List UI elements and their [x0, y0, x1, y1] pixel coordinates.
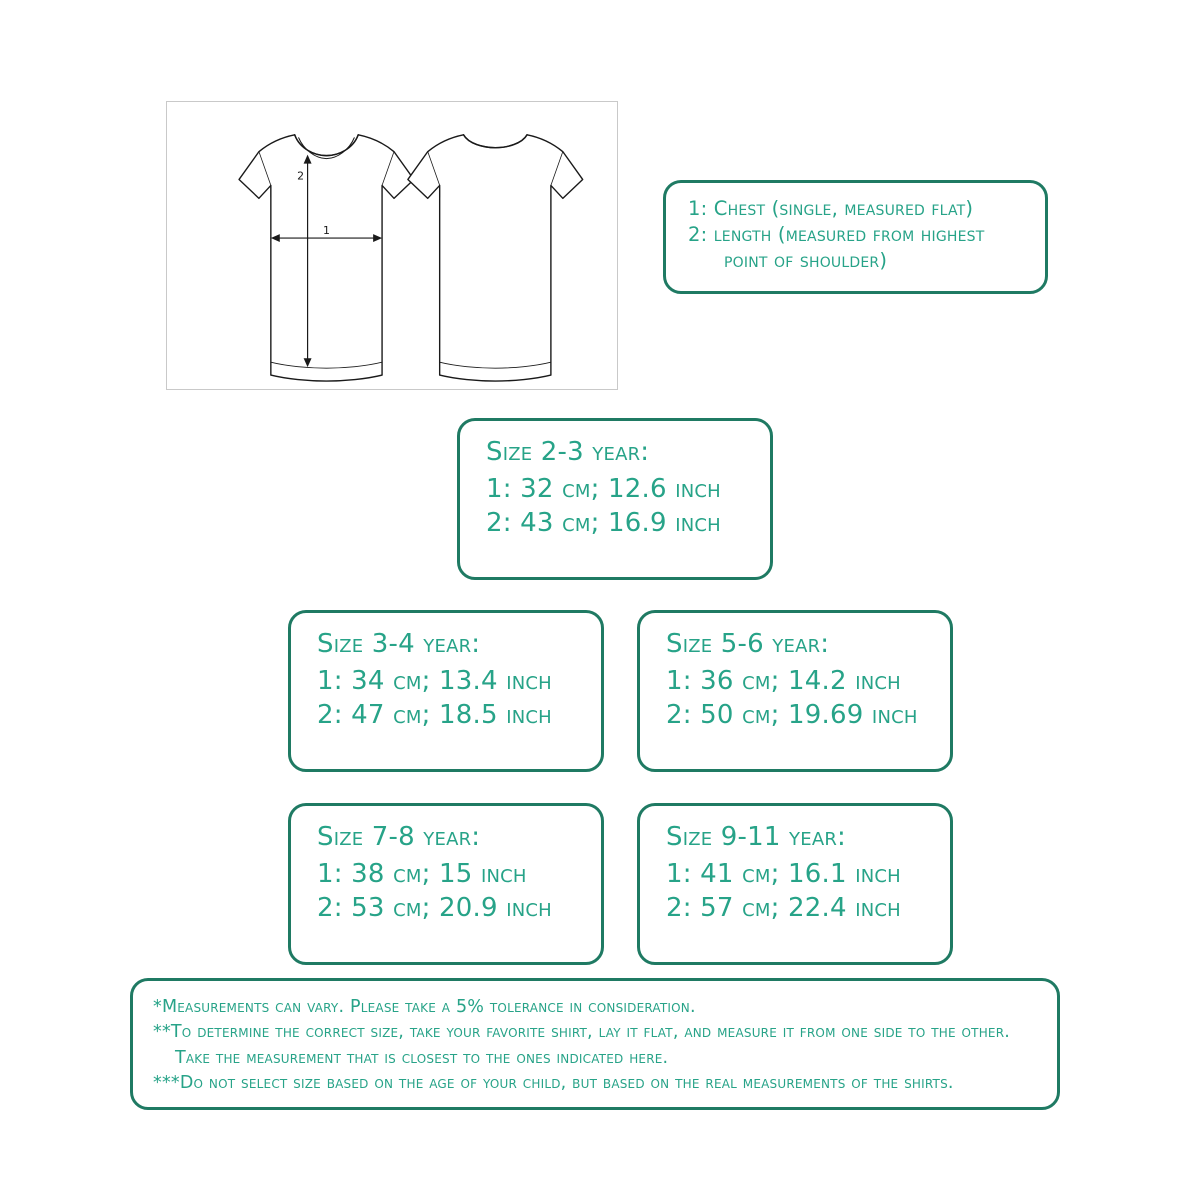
- size-chest-value: 1: 34 cm; 13.4 inch: [317, 665, 552, 696]
- t-shirt-diagram: [167, 102, 617, 389]
- size-length-value: 2: 50 cm; 19.69 inch: [666, 700, 918, 731]
- size-chest-value: 1: 36 cm; 14.2 inch: [666, 665, 901, 696]
- t-shirt-back-view: [408, 135, 583, 381]
- size-box-3-4-year: [288, 610, 604, 772]
- size-box-5-6-year: [637, 610, 953, 772]
- size-length-value: 2: 47 cm; 18.5 inch: [317, 700, 552, 731]
- size-box-2-3-year: [457, 418, 773, 580]
- size-length-value: 2: 57 cm; 22.4 inch: [666, 893, 901, 924]
- legend-line-length: 2: length (measured from highest: [688, 222, 985, 246]
- size-title: Size 3-4 year:: [317, 629, 481, 659]
- size-title: Size 5-6 year:: [666, 629, 830, 659]
- legend-line-chest: 1: Chest (single, measured flat): [688, 197, 974, 220]
- size-box-7-8-year: [288, 803, 604, 965]
- chest-measure-label: 1: [322, 224, 330, 238]
- note-how-to-measure-cont: Take the measurement that is closest to the ones indicated here.: [175, 1047, 669, 1068]
- size-chest-value: 1: 41 cm; 16.1 inch: [666, 858, 901, 889]
- size-chest-value: 1: 32 cm; 12.6 inch: [486, 473, 721, 504]
- length-measure-label: 2: [297, 169, 305, 183]
- t-shirt-front-view: [239, 135, 414, 381]
- legend-line-length-cont: point of shoulder): [724, 248, 888, 272]
- notes-box: [130, 978, 1060, 1110]
- measurement-legend-box: [663, 180, 1048, 294]
- note-age-warning: ***Do not select size based on the age of your child, but based on the real measurements of the shirts.: [153, 1073, 954, 1094]
- size-title: Size 9-11 year:: [666, 822, 847, 852]
- size-length-value: 2: 53 cm; 20.9 inch: [317, 893, 552, 924]
- size-length-value: 2: 43 cm; 16.9 inch: [486, 508, 721, 539]
- size-chart-illustration-panel: [166, 101, 618, 390]
- note-tolerance: *Measurements can vary. Please take a 5% tolerance in consideration.: [153, 997, 696, 1017]
- size-box-9-11-year: [637, 803, 953, 965]
- size-title: Size 7-8 year:: [317, 822, 481, 852]
- note-how-to-measure: **To determine the correct size, take your favorite shirt, lay it flat, and measure it from one side to the other.: [153, 1022, 1011, 1043]
- size-chest-value: 1: 38 cm; 15 inch: [317, 858, 527, 889]
- size-title: Size 2-3 year:: [486, 437, 650, 467]
